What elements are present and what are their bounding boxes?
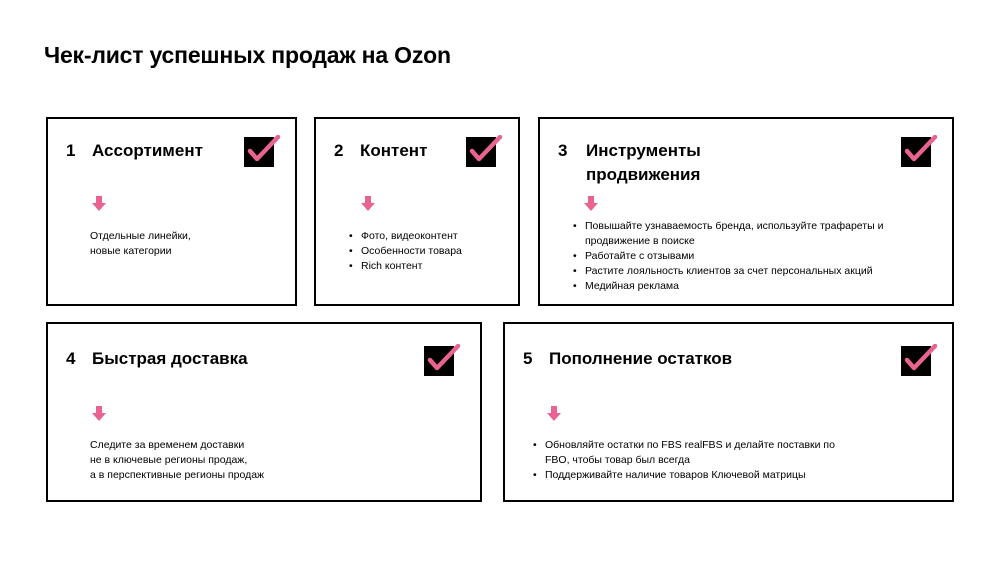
arrow-down-icon — [547, 406, 561, 422]
checkbox-check-icon — [901, 344, 939, 378]
bullet-list — [573, 219, 923, 294]
card-number: 5 — [523, 349, 533, 368]
checkbox-check-icon — [901, 135, 939, 169]
card-fast-delivery — [46, 322, 482, 502]
card-title: Пополнение остатков — [549, 349, 733, 368]
list-item: • Растите лояльность клиентов за счет персональных акций — [573, 264, 923, 279]
arrow-down-icon — [584, 196, 598, 212]
card-text: Следите за временем доставки не в ключевые регионы продаж, а в перспективные регионы продаж — [90, 439, 265, 481]
card-text: Отдельные линейки, новые категории — [90, 230, 191, 257]
checkbox-check-icon — [466, 135, 504, 169]
card-title: Контент — [360, 141, 428, 160]
card-stock-replenishment — [503, 322, 954, 502]
card-title: Быстрая доставка — [92, 349, 248, 368]
list-item: • Обновляйте остатки по FBS realFBS и делайте поставки по FBO, чтобы товар был всегда — [533, 438, 858, 468]
card-title: Ассортимент — [92, 141, 203, 160]
list-item: • Фото, видеоконтент — [349, 229, 509, 244]
list-item: • Медийная реклама — [573, 279, 923, 294]
arrow-down-icon — [92, 406, 106, 422]
page-title: Чек-лист успешных продаж на Ozon — [44, 42, 451, 68]
card-number: 1 — [66, 141, 76, 160]
card-number: 2 — [334, 141, 344, 160]
list-item: • Работайте с отзывами — [573, 249, 923, 264]
card-content — [314, 117, 520, 306]
list-item: • Особенности товара — [349, 244, 509, 259]
checkbox-check-icon — [244, 135, 282, 169]
card-title: Инструменты продвижения — [586, 141, 701, 184]
list-item: • Поддерживайте наличие товаров Ключевой матрицы — [533, 468, 858, 483]
card-promotion-tools — [538, 117, 954, 306]
arrow-down-icon — [361, 196, 375, 212]
list-item: • Повышайте узнаваемость бренда, используйте трафареты и продвижение в поиске — [573, 219, 923, 249]
card-assortment — [46, 117, 297, 306]
bullet-list — [349, 229, 509, 274]
arrow-down-icon — [92, 196, 106, 212]
card-number: 3 — [558, 141, 568, 160]
checkbox-check-icon — [424, 344, 462, 378]
card-number: 4 — [66, 349, 76, 368]
list-item: • Rich контент — [349, 259, 509, 274]
bullet-list — [533, 438, 858, 483]
